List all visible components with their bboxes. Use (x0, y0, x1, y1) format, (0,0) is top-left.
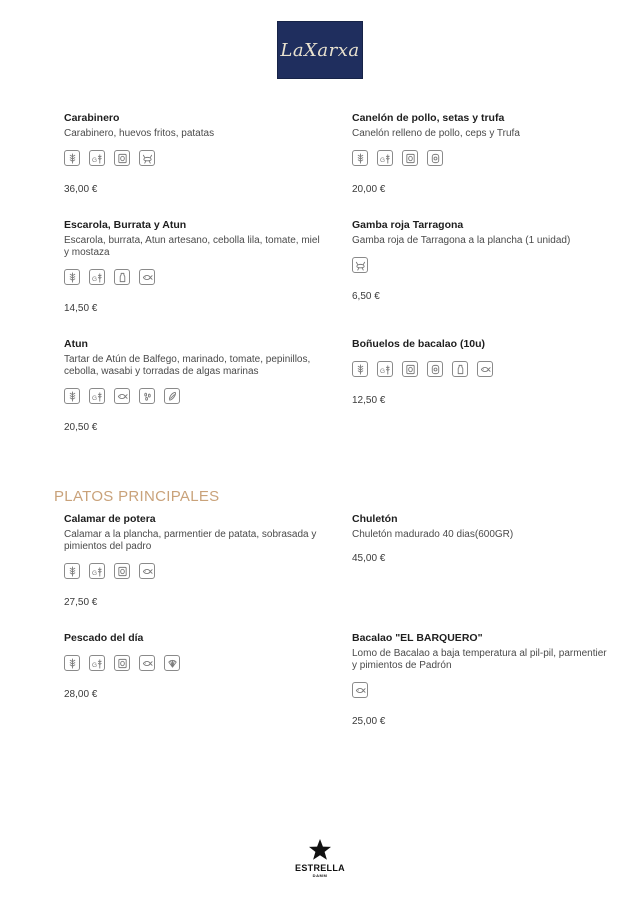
fish-icon (114, 388, 130, 404)
allergen-icons (352, 682, 614, 698)
gluten-icon (64, 388, 80, 404)
svg-text:G: G (91, 661, 97, 669)
menu-item (352, 218, 614, 303)
restaurant-logo (277, 21, 363, 79)
soy-icon (164, 388, 180, 404)
dish-description: Tartar de Atún de Balfego, marinado, tomate, pepinillos, cebolla, wasabi y torradas de algas marinas (64, 354, 311, 377)
crustacean-icon (139, 150, 155, 166)
fish-icon (477, 361, 493, 377)
allergen-icons (64, 655, 326, 671)
dish-name: Calamar de potera (64, 513, 156, 525)
star-icon (308, 838, 332, 862)
dish-name: Boñuelos de bacalao (10u) (352, 338, 486, 350)
allergen-icons (64, 563, 326, 579)
dish-name: Pescado del día (64, 632, 144, 644)
dish-name: Canelón de pollo, setas y trufa (352, 112, 505, 124)
gluten-free-icon (89, 655, 105, 671)
dairy-icon (427, 361, 443, 377)
dish-description: Chuletón madurado 40 dias(600GR) (352, 529, 514, 540)
dish-description: Gamba roja de Tarragona a la plancha (1 unidad) (352, 235, 571, 246)
gluten-icon (352, 150, 368, 166)
section-title: PLATOS PRINCIPALES (54, 488, 220, 505)
allergen-icons (352, 361, 614, 377)
gluten-icon (64, 150, 80, 166)
dish-price: 6,50 € (352, 291, 380, 302)
svg-text:G: G (91, 275, 97, 283)
logo-text: LaXarxa (280, 39, 360, 61)
gluten-free-icon (89, 388, 105, 404)
milk-icon (114, 269, 130, 285)
menu-item (64, 337, 326, 434)
menu-item (64, 512, 326, 609)
fish-icon (139, 655, 155, 671)
menu-item (352, 631, 614, 728)
allergen-icons (64, 150, 326, 166)
egg-icon (114, 563, 130, 579)
gluten-free-icon (89, 150, 105, 166)
menu-item (64, 111, 326, 196)
egg-icon (114, 655, 130, 671)
menu-item (352, 337, 614, 407)
egg-icon (402, 150, 418, 166)
egg-icon (402, 361, 418, 377)
mollusc-icon (164, 655, 180, 671)
dish-description: Calamar a la plancha, parmentier de patata, sobrasada y pimientos del padro (64, 529, 317, 552)
dairy-icon (427, 150, 443, 166)
dish-price: 12,50 € (352, 395, 386, 406)
sponsor-name: ESTRELLA (295, 863, 345, 873)
menu-item (64, 218, 326, 315)
svg-text:G: G (91, 394, 97, 402)
sesame-icon (139, 388, 155, 404)
dish-price: 45,00 € (352, 553, 386, 564)
svg-text:G: G (91, 569, 97, 577)
menu-item (352, 111, 614, 196)
gluten-free-icon (89, 269, 105, 285)
dish-price: 20,00 € (352, 184, 386, 195)
sponsor-subname: DAMM (312, 873, 328, 878)
gluten-icon (352, 361, 368, 377)
dish-price: 25,00 € (352, 716, 386, 727)
dish-price: 14,50 € (64, 303, 98, 314)
dish-description: Lomo de Bacalao a baja temperatura al pil-pil, parmentier y pimientos de Padrón (352, 648, 607, 671)
gluten-free-icon (377, 361, 393, 377)
menu-item (352, 512, 614, 565)
dish-name: Gamba roja Tarragona (352, 219, 464, 231)
gluten-free-icon (89, 563, 105, 579)
allergen-icons (352, 257, 614, 273)
fish-icon (352, 682, 368, 698)
sponsor-logo (290, 838, 350, 878)
dish-name: Escarola, Burrata y Atun (64, 219, 187, 231)
svg-text:G: G (91, 156, 97, 164)
fish-icon (139, 563, 155, 579)
dish-name: Bacalao "EL BARQUERO" (352, 632, 483, 644)
gluten-icon (64, 563, 80, 579)
menu-item (64, 631, 326, 701)
allergen-icons (352, 150, 614, 166)
dish-name: Atun (64, 338, 88, 350)
dish-name: Carabinero (64, 112, 120, 124)
svg-text:G: G (379, 156, 385, 164)
allergen-icons (64, 269, 326, 285)
dish-price: 28,00 € (64, 689, 98, 700)
egg-icon (114, 150, 130, 166)
dish-description: Escarola, burrata, Atun artesano, cebolla lila, tomate, miel y mostaza (64, 235, 320, 258)
allergen-icons (64, 388, 326, 404)
dish-description: Canelón relleno de pollo, ceps y Trufa (352, 128, 520, 139)
dish-price: 20,50 € (64, 422, 98, 433)
dish-price: 27,50 € (64, 597, 98, 608)
dish-price: 36,00 € (64, 184, 98, 195)
gluten-icon (64, 269, 80, 285)
milk-icon (452, 361, 468, 377)
svg-text:G: G (379, 367, 385, 375)
dish-name: Chuletón (352, 513, 398, 525)
gluten-free-icon (377, 150, 393, 166)
gluten-icon (64, 655, 80, 671)
crustacean-icon (352, 257, 368, 273)
fish-icon (139, 269, 155, 285)
dish-description: Carabinero, huevos fritos, patatas (64, 128, 215, 139)
